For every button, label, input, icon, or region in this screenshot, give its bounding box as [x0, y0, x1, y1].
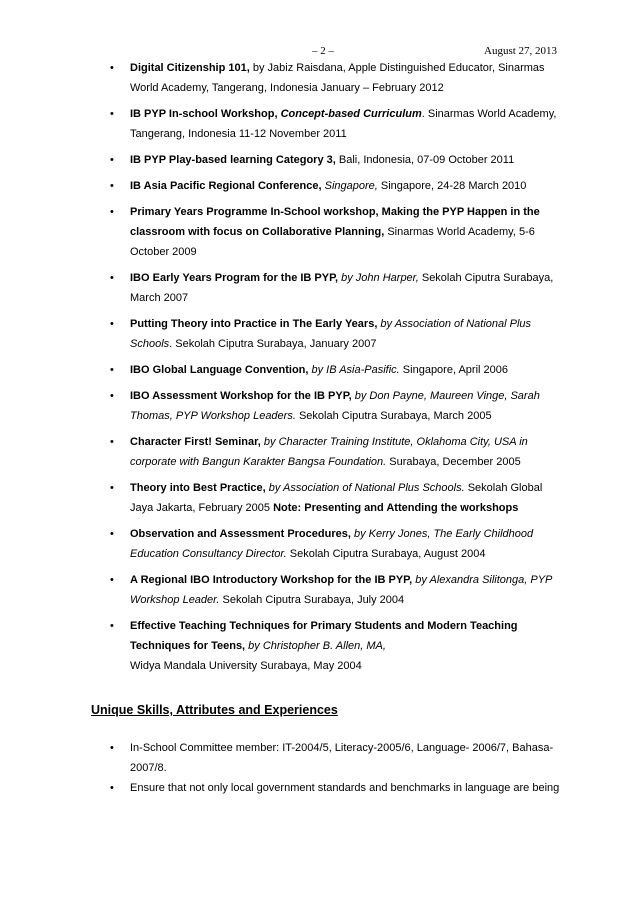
- workshop-item: [110, 268, 560, 308]
- bullet-icon: •: [110, 364, 114, 376]
- workshop-item: [110, 524, 560, 564]
- workshop-item: [110, 150, 560, 170]
- bullet-icon: •: [110, 482, 114, 494]
- workshop-item: [110, 314, 560, 354]
- workshop-text: Sinarmas World Academy, 5-6 October 2009: [130, 226, 535, 258]
- workshop-text: by Christopher B. Allen, MA,: [245, 640, 386, 652]
- workshop-text: Sekolah Ciputra Surabaya, March 2007: [130, 272, 554, 304]
- workshop-text: by Jabiz Raisdana, Apple Distinguished Educator, Sinarmas World Academy, Tangerang, Indonesia January – February 2012: [130, 62, 545, 94]
- bullet-icon: •: [110, 62, 114, 74]
- workshop-text: IBO Early Years Program for the IB PYP,: [130, 272, 339, 284]
- workshop-text: by Kerry Jones, The Early Childhood Education Consultancy Director.: [130, 528, 534, 560]
- workshop-text: by Alexandra Silitonga, PYP Workshop Leader.: [130, 574, 552, 606]
- workshop-text: IBO Global Language Convention,: [130, 364, 309, 376]
- bullet-icon: •: [110, 574, 114, 586]
- workshop-text: Singapore, April 2006: [399, 364, 508, 376]
- workshop-text: Sekolah Ciputra Surabaya, March 2005: [295, 410, 492, 422]
- workshop-text: Sekolah Ciputra Surabaya, July 2004: [219, 594, 405, 606]
- workshop-text: Character First! Seminar,: [130, 436, 261, 448]
- bullet-icon: •: [110, 528, 114, 540]
- workshop-text: . Sinarmas World Academy, Tangerang, Indonesia 11-12 November 2011: [130, 108, 557, 140]
- workshop-text: Primary Years Programme In-School workshop, Making the PYP Happen in the classroom with focus on Collaborative Planning,: [130, 206, 540, 238]
- workshop-text: Observation and Assessment Procedures,: [130, 528, 351, 540]
- workshop-item: [110, 432, 560, 472]
- bullet-icon: •: [110, 782, 114, 794]
- bullet-icon: •: [110, 154, 114, 166]
- skill-item: [110, 738, 560, 778]
- bullet-icon: •: [110, 742, 114, 754]
- skill-text: In-School Committee member: IT-2004/5, Literacy-2005/6, Language- 2006/7, Bahasa-2007/8.: [130, 742, 554, 774]
- workshop-text: . Sekolah Ciputra Surabaya, January 2007: [169, 338, 377, 350]
- workshop-text: by Association of National Plus Schools.: [265, 482, 465, 494]
- workshop-item: [110, 176, 560, 196]
- bullet-icon: •: [110, 436, 114, 448]
- workshop-text: by IB Asia-Pasific.: [308, 364, 400, 376]
- bullet-icon: •: [110, 272, 114, 284]
- workshop-text: IB PYP Play-based learning Category 3,: [130, 154, 336, 166]
- section-title: Unique Skills, Attributes and Experiences: [91, 703, 338, 717]
- workshop-text: IB Asia Pacific Regional Conference,: [130, 180, 322, 192]
- workshop-text: Sekolah Ciputra Surabaya, August 2004: [286, 548, 486, 560]
- workshop-item: [110, 104, 560, 144]
- workshop-text: Singapore, 24-28 March 2010: [377, 180, 527, 192]
- workshop-item: [110, 202, 560, 262]
- bullet-icon: •: [110, 390, 114, 402]
- page-number: – 2 –: [312, 45, 334, 57]
- workshop-list: [110, 58, 560, 682]
- workshop-text: A Regional IBO Introductory Workshop for the IB PYP,: [130, 574, 413, 586]
- bullet-icon: •: [110, 180, 114, 192]
- bullet-icon: •: [110, 620, 114, 632]
- workshop-item: [110, 478, 560, 518]
- workshop-item: [110, 570, 560, 610]
- header-date: August 27, 2013: [484, 45, 558, 57]
- workshop-text: Note: Presenting and Attending the workshops: [273, 502, 519, 514]
- skills-list: [110, 738, 560, 798]
- workshop-text: by Character Training Institute, Oklahoma City, USA in corporate with Bangun Karakter Bangsa Foundation.: [130, 436, 528, 468]
- workshop-text: Theory into Best Practice,: [130, 482, 266, 494]
- skill-text: Ensure that not only local government standards and benchmarks in language are being: [130, 782, 560, 794]
- workshop-text: Putting Theory into Practice in The Early Years,: [130, 318, 378, 330]
- bullet-icon: •: [110, 318, 114, 330]
- workshop-text: Widya Mandala University Surabaya, May 2004: [130, 660, 362, 672]
- workshop-item: [110, 386, 560, 426]
- skill-item: [110, 778, 560, 798]
- workshop-item: [110, 616, 560, 676]
- workshop-text: Sekolah Global Jaya Jakarta, February 2005: [130, 482, 543, 514]
- workshop-text: Surabaya, December 2005: [386, 456, 521, 468]
- workshop-text: by John Harper,: [338, 272, 419, 284]
- workshop-text: Concept-based Curriculum: [280, 108, 422, 120]
- bullet-icon: •: [110, 108, 114, 120]
- workshop-text: by Association of National Plus Schools: [130, 318, 532, 350]
- workshop-text: Singapore,: [321, 180, 378, 192]
- workshop-text: by Don Payne, Maureen Vinge, Sarah Thomas, PYP Workshop Leaders.: [130, 390, 540, 422]
- workshop-text: Effective Teaching Techniques for Primary Students and Modern Teaching Techniques for Teens,: [130, 620, 518, 652]
- workshop-text: IBO Assessment Workshop for the IB PYP,: [130, 390, 352, 402]
- workshop-item: [110, 360, 560, 380]
- workshop-text: Bali, Indonesia, 07-09 October 2011: [335, 154, 515, 166]
- workshop-text: IB PYP In-school Workshop,: [130, 108, 281, 120]
- bullet-icon: •: [110, 206, 114, 218]
- workshop-text: Digital Citizenship 101,: [130, 62, 250, 74]
- workshop-item: [110, 58, 560, 98]
